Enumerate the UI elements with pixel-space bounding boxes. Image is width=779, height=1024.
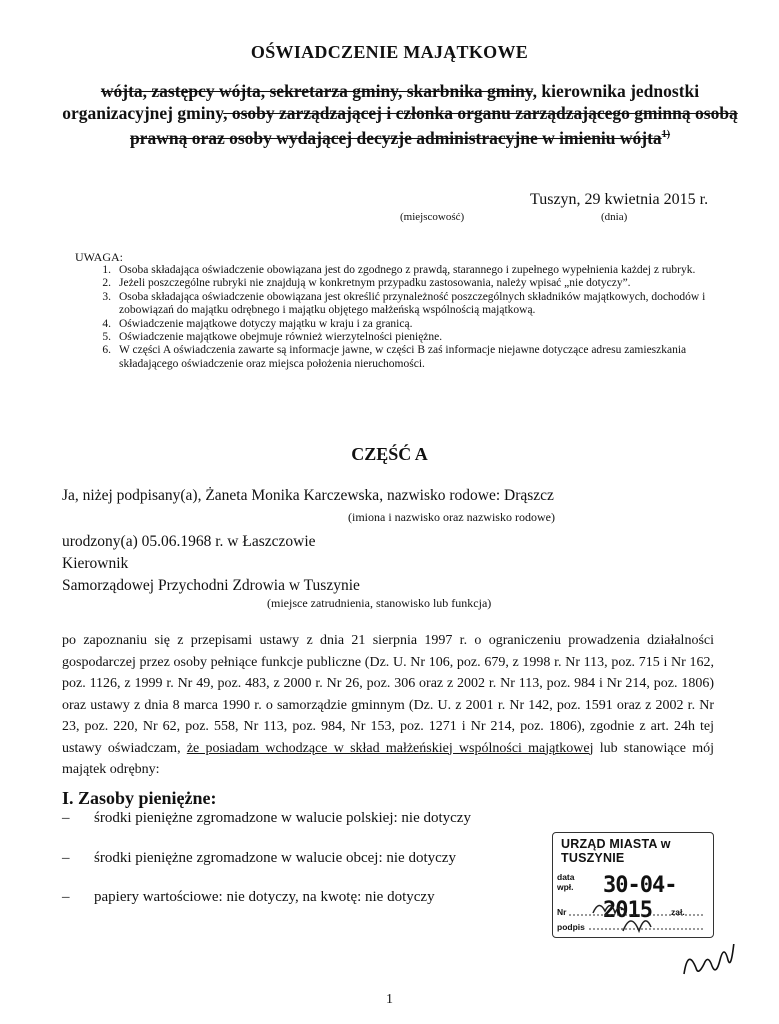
employment-caption: (miejsce zatrudnienia, stanowisko lub funkcja) [267,596,492,610]
stamp-label-nr: Nr [557,907,567,917]
uwaga-list [75,264,725,371]
cash-item: – papiery wartościowe: nie dotyczy, na kwotę: nie dotyczy [62,889,435,905]
heading-struck-part-2: , osoby zarządzającej i członka organu zarządzającego gminną osobą prawną oraz osoby wydającej decyzje administracyjne w imieniu wójta [129,103,738,148]
legal-basis-tail: lub stanowiące mój majątek odrębny: [62,740,714,777]
employer-line: Samorządowej Przychodni Zdrowia w Tuszynie [62,577,360,594]
cash-item: – środki pieniężne zgromadzone w walucie polskiej: nie dotyczy [62,810,471,826]
stamp-header: URZĄD MIASTA w TUSZYNIE [561,837,671,865]
heading-struck-part-1: wójta, zastępcy wójta, sekretarza gminy, skarbnika gminy [100,81,533,101]
legal-basis-paragraph [62,630,714,781]
document-title: OŚWIADCZENIE MAJĄTKOWE [250,42,529,62]
date-caption: (dnia) [601,211,628,223]
stamp-label-podpis: podpis [557,922,585,932]
place-date: Tuszyn, 29 kwietnia 2015 r. [530,191,709,208]
birth-line: urodzony(a) 05.06.1968 r. w Łaszczowie [62,533,316,550]
legal-basis-text: po zapoznaniu się z przepisami ustawy z dnia 21 sierpnia 1997 r. o ograniczeniu prowadzenia działalności gospodarczej przez osoby pełniące funkcje publiczne (Dz. U. Nr 106, poz. 679, z 1998 r. Nr 113, poz. 715 i Nr 162, poz. 1126, z 1999 r. Nr 49, poz. 483, z 2000 r. Nr 26, poz. 306 oraz z 2002 r. Nr 113, poz. 984 i Nr 214, poz. 1806) oraz ustawy z dnia 8 marca 1990 r. o samorządzie gminnym (Dz. U. z 2001 r. Nr 142, poz. 1591 oraz z 2002 r. Nr 23, poz. 220, Nr 62, poz. 558, Nr 113, poz. 984, Nr 153, poz. 1271 i Nr 214, poz. 1806), zgodnie z art. 24h tej ustawy oświadczam, [62,633,714,756]
place-caption: (miejscowość) [400,211,465,223]
declarant-name-line: Ja, niżej podpisany(a), Żaneta Monika Karczewska, nazwisko rodowe: Drąszcz [62,487,554,504]
stamp-handwriting [553,833,713,937]
part-a-heading: CZĘŚĆ A [351,444,428,464]
stamp-label-zal: zał. [671,907,685,917]
uwaga-item: 6. W części A oświadczenia zawarte są informacje jawne, w części B zaś informacje niejawne dotyczące adresu zamieszkania składającego oświadczenie oraz miejsca położenia nieruchomości. [102,344,687,370]
heading-footnote: 1) [661,129,671,140]
section-heading-cash: I. Zasoby pieniężne: [62,788,217,808]
stamp-label-data: data [557,872,575,882]
uwaga-item: 1. Osoba składająca oświadczenie obowiązana jest do zgodnego z prawdą, starannego i zupełnego wypełnienia każdej z rubryk. [102,264,696,276]
legal-basis-underlined: że posiadam wchodzące w skład małżeńskiej wspólności majątkowej [186,740,594,756]
name-caption: (imiona i nazwisko oraz nazwisko rodowe) [348,510,555,524]
document-heading [60,80,740,149]
handwritten-signature [678,944,738,984]
uwaga-item: 2. Jeżeli poszczególne rubryki nie znajdują w konkretnym przypadku zastosowania, należy wpisać „nie dotyczy”. [102,277,631,290]
uwaga-heading: UWAGA: [75,250,123,264]
heading-kept-part: , kierownika jednostki organizacyjnej gminy [62,81,700,123]
stamp-label-wpl: wpł. [557,882,574,892]
uwaga-item: 4. Oświadczenie majątkowe dotyczy majątku w kraju i za granicą. [102,317,413,330]
uwaga-item: 3. Osoba składająca oświadczenie obowiązana jest określić przynależność poszczególnych składników majątkowych, dochodów i zobowiązań do majątku odrębnego i majątku objętego małżeńską wspólnością majątkową. [102,290,706,317]
stamp-date: 30-04-2015 [603,873,677,923]
position-line: Kierownik [62,555,129,572]
uwaga-item: 5. Oświadczenie majątkowe obejmuje również wierzytelności pieniężne. [102,331,443,344]
page-number: 1 [386,992,393,1007]
registry-stamp [552,832,714,938]
cash-item: – środki pieniężne zgromadzone w walucie obcej: nie dotyczy [62,850,456,866]
